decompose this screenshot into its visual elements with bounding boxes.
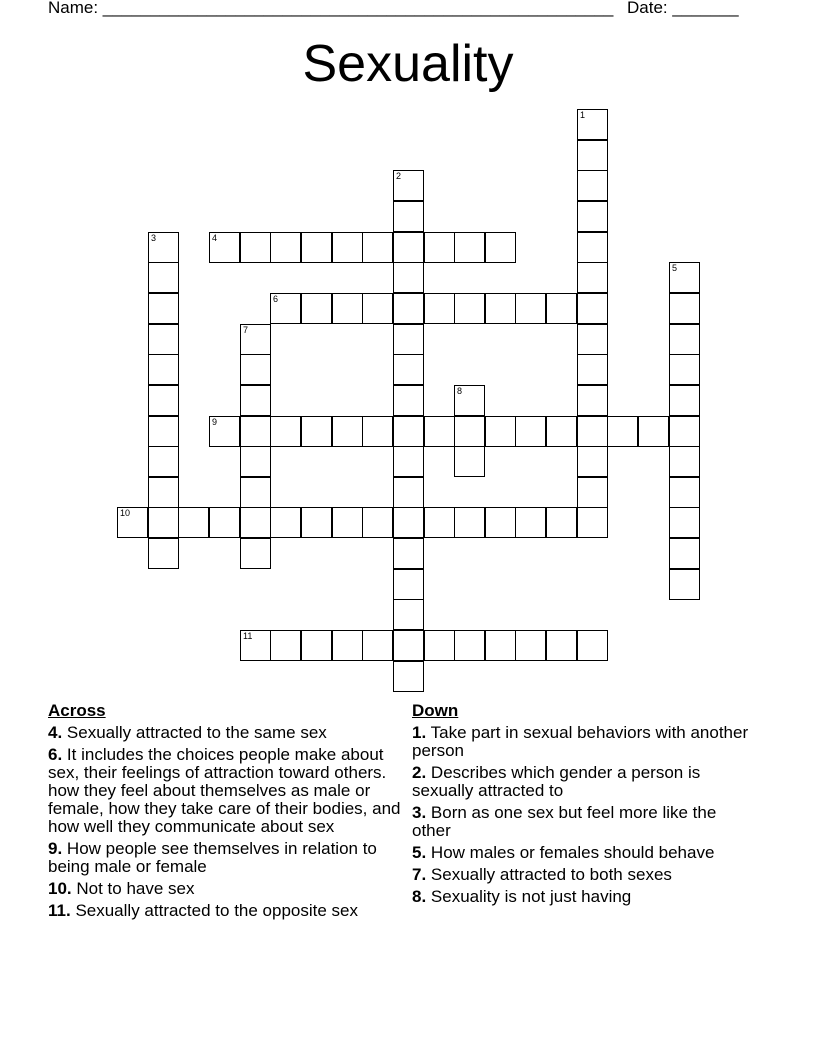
- grid-cell[interactable]: [301, 232, 332, 263]
- grid-cell[interactable]: [393, 354, 424, 385]
- grid-cell[interactable]: [424, 293, 455, 324]
- grid-cell[interactable]: [577, 109, 608, 140]
- grid-cell[interactable]: [270, 232, 301, 263]
- grid-cell[interactable]: [148, 324, 179, 355]
- cell-number: 1: [580, 110, 586, 120]
- grid-cell[interactable]: [362, 416, 393, 447]
- grid-cell[interactable]: [240, 446, 271, 477]
- grid-cell[interactable]: [577, 354, 608, 385]
- grid-cell[interactable]: [240, 232, 271, 263]
- grid-cell[interactable]: [515, 507, 546, 538]
- grid-cell[interactable]: [148, 446, 179, 477]
- grid-cell[interactable]: [669, 293, 700, 324]
- grid-cell[interactable]: [301, 416, 332, 447]
- grid-cell[interactable]: [148, 416, 179, 447]
- grid-cell[interactable]: [424, 232, 455, 263]
- clue-number: 1.: [412, 723, 427, 742]
- clue-down-3: [412, 804, 757, 840]
- clue-text: Describes which gender a person is sexually attracted to: [412, 763, 701, 800]
- clue-across-4: [48, 724, 408, 742]
- grid-cell[interactable]: [669, 446, 700, 477]
- grid-cell[interactable]: [332, 293, 363, 324]
- clue-text: It includes the choices people make about sex, their feelings of attraction toward others. how they feel about themselves as male or female, how they take care of their bodies, and how well they communicate about sex: [48, 745, 401, 836]
- grid-cell[interactable]: [148, 477, 179, 508]
- grid-cell[interactable]: [332, 232, 363, 263]
- grid-cell[interactable]: [393, 569, 424, 600]
- cell-number: 2: [396, 171, 402, 181]
- grid-cell[interactable]: [393, 293, 424, 324]
- clue-number: 3.: [412, 803, 427, 822]
- grid-cell[interactable]: [270, 630, 301, 661]
- grid-cell[interactable]: [669, 507, 700, 538]
- cell-number: 3: [151, 233, 157, 243]
- grid-cell[interactable]: [515, 293, 546, 324]
- grid-cell[interactable]: [240, 354, 271, 385]
- grid-cell[interactable]: [454, 293, 485, 324]
- grid-cell[interactable]: [515, 630, 546, 661]
- grid-cell[interactable]: [669, 385, 700, 416]
- grid-cell[interactable]: [240, 630, 271, 661]
- grid-cell[interactable]: [424, 630, 455, 661]
- name-field-label[interactable]: Name: ______________________________________________________: [48, 0, 614, 17]
- grid-cell[interactable]: [393, 446, 424, 477]
- grid-cell[interactable]: [148, 354, 179, 385]
- grid-cell[interactable]: [546, 416, 577, 447]
- grid-cell[interactable]: [454, 385, 485, 416]
- clue-down-5: [412, 844, 757, 862]
- grid-cell[interactable]: [454, 416, 485, 447]
- grid-cell[interactable]: [393, 416, 424, 447]
- grid-cell[interactable]: [240, 507, 271, 538]
- grid-cell[interactable]: [577, 293, 608, 324]
- grid-cell[interactable]: [669, 416, 700, 447]
- grid-cell[interactable]: [546, 630, 577, 661]
- grid-cell[interactable]: [148, 232, 179, 263]
- clue-text: Sexually attracted to the same sex: [66, 723, 327, 742]
- grid-cell[interactable]: [577, 630, 608, 661]
- clue-number: 6.: [48, 745, 63, 764]
- grid-cell[interactable]: [148, 262, 179, 293]
- grid-cell[interactable]: [577, 385, 608, 416]
- grid-cell[interactable]: [546, 293, 577, 324]
- clue-text: Sexuality is not just having: [430, 887, 632, 906]
- clue-across-6: [48, 746, 408, 836]
- grid-cell[interactable]: [393, 630, 424, 661]
- grid-cell[interactable]: [362, 507, 393, 538]
- grid-cell[interactable]: [393, 661, 424, 692]
- clue-down-1: [412, 724, 757, 760]
- clue-text: How people see themselves in relation to being male or female: [48, 839, 377, 876]
- grid-cell[interactable]: [424, 416, 455, 447]
- grid-cell[interactable]: [577, 416, 608, 447]
- grid-cell[interactable]: [209, 507, 240, 538]
- grid-cell[interactable]: [669, 262, 700, 293]
- grid-cell[interactable]: [209, 232, 240, 263]
- grid-cell[interactable]: [577, 507, 608, 538]
- grid-cell[interactable]: [638, 416, 669, 447]
- clue-down-8: [412, 888, 757, 906]
- grid-cell[interactable]: [393, 232, 424, 263]
- clue-number: 4.: [48, 723, 63, 742]
- grid-cell[interactable]: [607, 416, 638, 447]
- grid-cell[interactable]: [270, 416, 301, 447]
- grid-cell[interactable]: [301, 630, 332, 661]
- clue-text: Sexually attracted to both sexes: [430, 865, 672, 884]
- grid-cell[interactable]: [577, 477, 608, 508]
- grid-cell[interactable]: [669, 569, 700, 600]
- grid-cell[interactable]: [485, 232, 516, 263]
- clue-number: 9.: [48, 839, 63, 858]
- grid-cell[interactable]: [577, 232, 608, 263]
- grid-cell[interactable]: [546, 507, 577, 538]
- clue-number: 8.: [412, 887, 427, 906]
- grid-cell[interactable]: [577, 446, 608, 477]
- page-title: Sexuality: [302, 35, 514, 93]
- grid-cell[interactable]: [240, 477, 271, 508]
- grid-cell[interactable]: [393, 507, 424, 538]
- down-clues: [412, 702, 757, 910]
- grid-cell[interactable]: [393, 324, 424, 355]
- date-field-label[interactable]: Date: _______: [627, 0, 739, 17]
- grid-cell[interactable]: [148, 507, 179, 538]
- grid-cell[interactable]: [393, 385, 424, 416]
- grid-cell[interactable]: [577, 140, 608, 171]
- clue-number: 5.: [412, 843, 427, 862]
- grid-cell[interactable]: [301, 293, 332, 324]
- cell-number: 4: [212, 233, 218, 243]
- grid-cell[interactable]: [577, 201, 608, 232]
- cell-number: 8: [457, 386, 463, 396]
- grid-cell[interactable]: [362, 293, 393, 324]
- cell-number: 7: [243, 325, 249, 335]
- clue-number: 2.: [412, 763, 427, 782]
- grid-cell[interactable]: [332, 507, 363, 538]
- across-heading: Across: [48, 701, 106, 720]
- grid-cell[interactable]: [393, 170, 424, 201]
- grid-cell[interactable]: [485, 507, 516, 538]
- grid-cell[interactable]: [393, 599, 424, 630]
- grid-cell[interactable]: [577, 324, 608, 355]
- grid-cell[interactable]: [515, 416, 546, 447]
- clue-number: 11.: [48, 901, 71, 920]
- down-heading: Down: [412, 701, 459, 720]
- grid-cell[interactable]: [148, 538, 179, 569]
- clue-across-11: [48, 902, 408, 920]
- grid-cell[interactable]: [270, 293, 301, 324]
- grid-cell[interactable]: [393, 201, 424, 232]
- cell-number: 10: [120, 508, 131, 518]
- grid-cell[interactable]: [669, 324, 700, 355]
- clue-number: 10.: [48, 879, 72, 898]
- grid-cell[interactable]: [669, 538, 700, 569]
- grid-cell[interactable]: [362, 232, 393, 263]
- cell-number: 5: [672, 263, 678, 273]
- grid-cell[interactable]: [485, 630, 516, 661]
- grid-cell[interactable]: [148, 385, 179, 416]
- grid-cell[interactable]: [577, 170, 608, 201]
- grid-cell[interactable]: [424, 507, 455, 538]
- grid-cell[interactable]: [240, 416, 271, 447]
- grid-cell[interactable]: [454, 232, 485, 263]
- clue-text: Take part in sexual behaviors with another person: [412, 723, 749, 760]
- across-clues: [48, 702, 408, 924]
- cell-number: 9: [212, 417, 218, 427]
- grid-cell[interactable]: [362, 630, 393, 661]
- grid-cell[interactable]: [393, 538, 424, 569]
- grid-cell[interactable]: [332, 416, 363, 447]
- grid-cell[interactable]: [393, 477, 424, 508]
- grid-cell[interactable]: [240, 538, 271, 569]
- clue-across-9: [48, 840, 408, 876]
- grid-cell[interactable]: [669, 354, 700, 385]
- grid-cell[interactable]: [454, 507, 485, 538]
- clue-across-10: [48, 880, 408, 898]
- grid-cell[interactable]: [148, 293, 179, 324]
- grid-cell[interactable]: [178, 507, 209, 538]
- clue-text: Not to have sex: [76, 879, 195, 898]
- clue-number: 7.: [412, 865, 427, 884]
- grid-cell[interactable]: [332, 630, 363, 661]
- grid-cell[interactable]: [485, 416, 516, 447]
- grid-cell[interactable]: [454, 630, 485, 661]
- cell-number: 11: [243, 631, 253, 641]
- grid-cell[interactable]: [454, 446, 485, 477]
- clue-text: Sexually attracted to the opposite sex: [75, 901, 358, 920]
- grid-cell[interactable]: [301, 507, 332, 538]
- clue-text: Born as one sex but feel more like the other: [412, 803, 717, 840]
- cell-number: 6: [273, 294, 279, 304]
- grid-cell[interactable]: [485, 293, 516, 324]
- grid-cell[interactable]: [393, 262, 424, 293]
- clue-down-7: [412, 866, 757, 884]
- grid-cell[interactable]: [669, 477, 700, 508]
- grid-cell[interactable]: [117, 507, 148, 538]
- grid-cell[interactable]: [577, 262, 608, 293]
- clue-down-2: [412, 764, 757, 800]
- grid-cell[interactable]: [240, 385, 271, 416]
- grid-cell[interactable]: [240, 324, 271, 355]
- grid-cell[interactable]: [270, 507, 301, 538]
- grid-cell[interactable]: [209, 416, 240, 447]
- clue-text: How males or females should behave: [430, 843, 715, 862]
